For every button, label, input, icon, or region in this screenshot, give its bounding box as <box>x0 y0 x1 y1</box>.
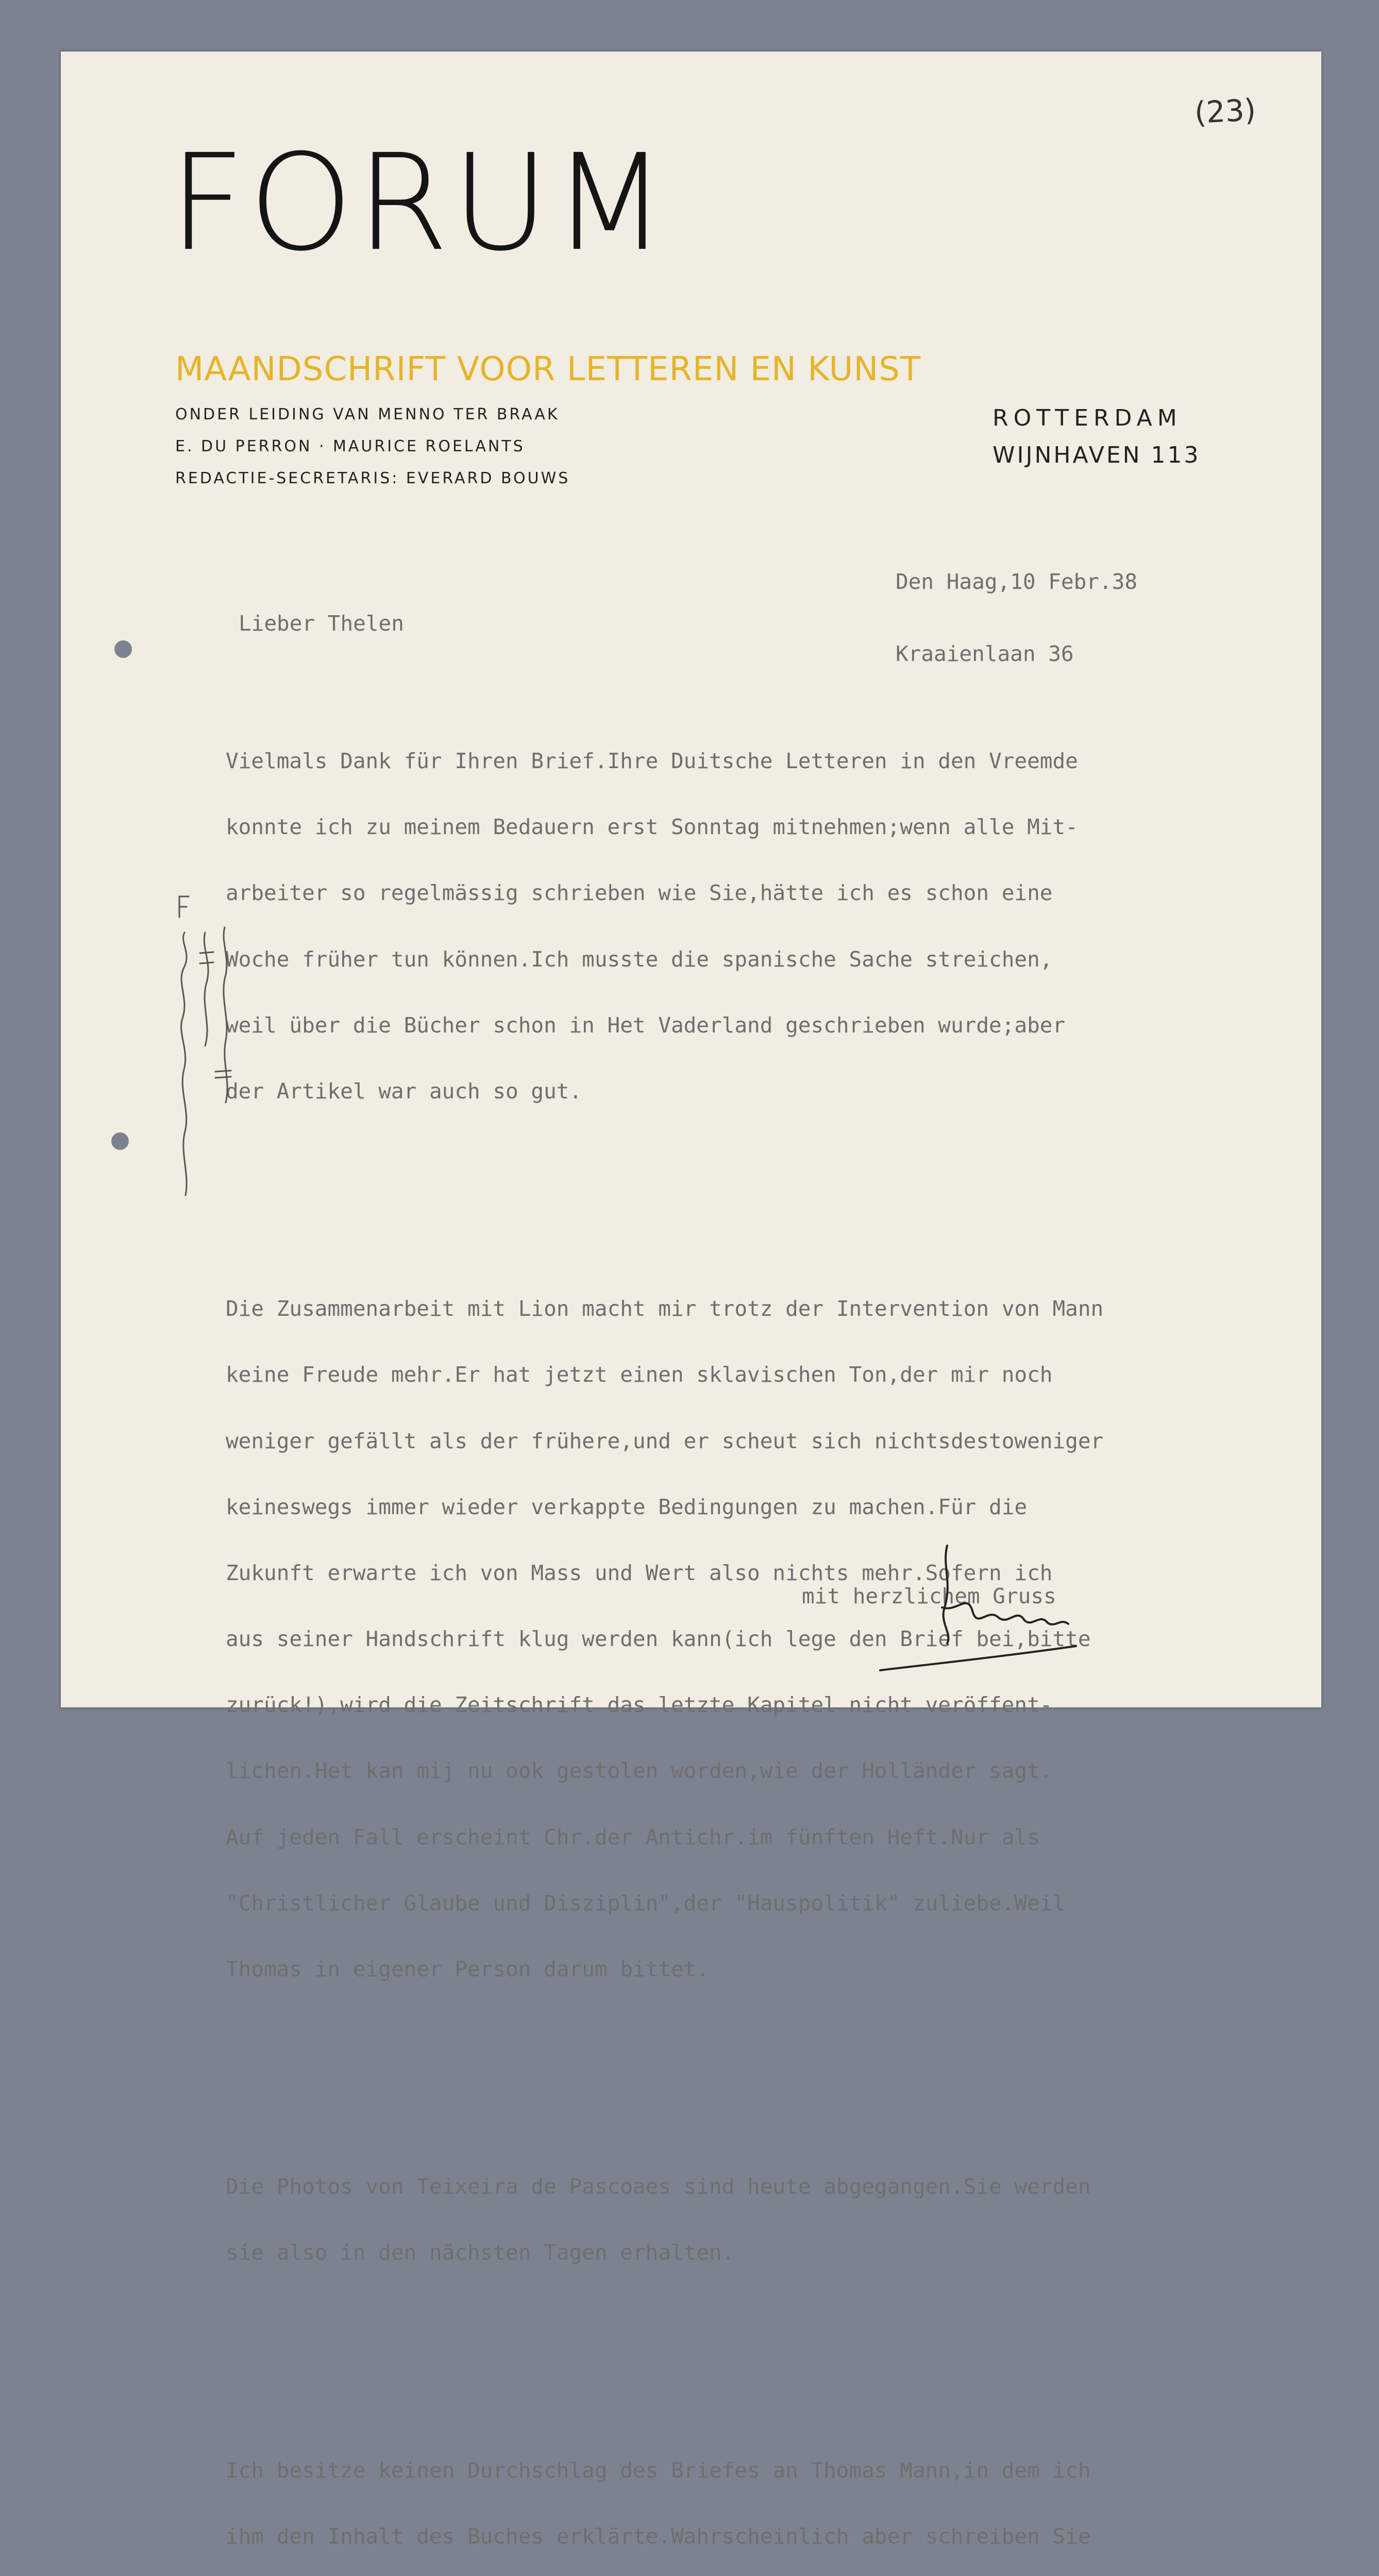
forum-logo: FORUM <box>169 126 670 280</box>
text-line: ihm den Inhalt des Buches erklärte.Wahrscheinlich aber schreiben Sie <box>226 2523 1091 2549</box>
punch-hole <box>111 1132 129 1150</box>
letter-page <box>61 52 1321 2549</box>
text-line: Die Photos von Teixeira de Pascoaes sind heute abgegangen.Sie werden <box>226 2174 1091 2199</box>
text-line: "Christlicher Glaube und Disziplin",der "Hauspolitik" zuliebe.Weil <box>226 1890 1066 1916</box>
letterhead-editors-names: E. DU PERRON · MAURICE ROELANTS <box>175 437 525 455</box>
text-line: Zukunft erwarte ich von Mass und Wert also nichts mehr.Sofern ich <box>226 1560 1053 1585</box>
text-line: zurück!),wird die Zeitschrift das letzte Kapitel nicht veröffent- <box>226 1692 1053 1718</box>
text-line: weil über die Bücher schon in Het Vaderland geschrieben wurde;aber <box>226 1012 1066 1038</box>
archive-number: (23) <box>1193 92 1257 131</box>
text-line: Thomas in eigener Person darum bittet. <box>226 1957 709 1981</box>
letterhead-subtitle: MAANDSCHRIFT VOOR LETTEREN EN KUNST <box>175 350 921 388</box>
letterhead-address: WIJNHAVEN 113 <box>993 442 1201 468</box>
text-line: keineswegs immer wieder verkappte Bedingungen zu machen.Für die <box>226 1494 1028 1519</box>
paragraph <box>226 2132 1103 2307</box>
text-line: Die Zusammenarbeit mit Lion macht mir trotz der Intervention von Mann <box>226 1296 1104 1321</box>
handwritten-margin-note <box>164 886 246 1206</box>
text-line: aus seiner Handschrift klug werden kann(ich lege den Brief bei,bitte <box>226 1626 1091 1652</box>
letterhead-secretary: REDACTIE-SECRETARIS: EVERARD BOUWS <box>175 469 570 487</box>
text-line: weniger gefällt als der frühere,und er scheut sich nichtsdestoweniger <box>226 1428 1104 1453</box>
punch-hole <box>114 640 132 658</box>
address-line: Kraaienlaan 36 <box>896 641 1074 666</box>
text-line: sie also in den nächsten Tagen erhalten. <box>226 2240 735 2265</box>
text-line: der Artikel war auch so gut. <box>226 1078 582 1104</box>
text-line: lichen.Het kan mij nu ook gestolen worden,wie der Holländer sagt. <box>226 1758 1053 1784</box>
text-line: konnte ich zu meinem Bedauern erst Sonntag mitnehmen;wenn alle Mit- <box>226 815 1078 840</box>
salutation: Lieber Thelen <box>239 611 404 636</box>
paragraph <box>226 707 1103 1145</box>
date-line: Den Haag,10 Febr.38 <box>896 569 1137 594</box>
text-line: Vielmals Dank für Ihren Brief.Ihre Duitsche Letteren in den Vreemde <box>226 749 1078 773</box>
paragraph <box>226 2416 1103 2576</box>
letterhead-city: ROTTERDAM <box>993 405 1182 431</box>
text-line: Auf jeden Fall erscheint Chr.der Antichr.im fünften Heft.Nur als <box>226 1824 1040 1850</box>
signature <box>870 1535 1086 1690</box>
text-line: Woche früher tun können.Ich musste die spanische Sache streichen, <box>226 946 1053 972</box>
text-line: arbeiter so regelmässig schrieben wie Sie,hätte ich es schon eine <box>226 880 1053 906</box>
text-line: keine Freude mehr.Er hat jetzt einen sklavischen Ton,der mir noch <box>226 1362 1053 1387</box>
text-line: Ich besitze keinen Durchschlag des Briefes an Thomas Mann,in dem ich <box>226 2458 1091 2483</box>
letterhead-editors-line: ONDER LEIDING VAN MENNO TER BRAAK <box>175 405 560 423</box>
closing: mit herzlichem Gruss <box>802 1584 1056 1608</box>
